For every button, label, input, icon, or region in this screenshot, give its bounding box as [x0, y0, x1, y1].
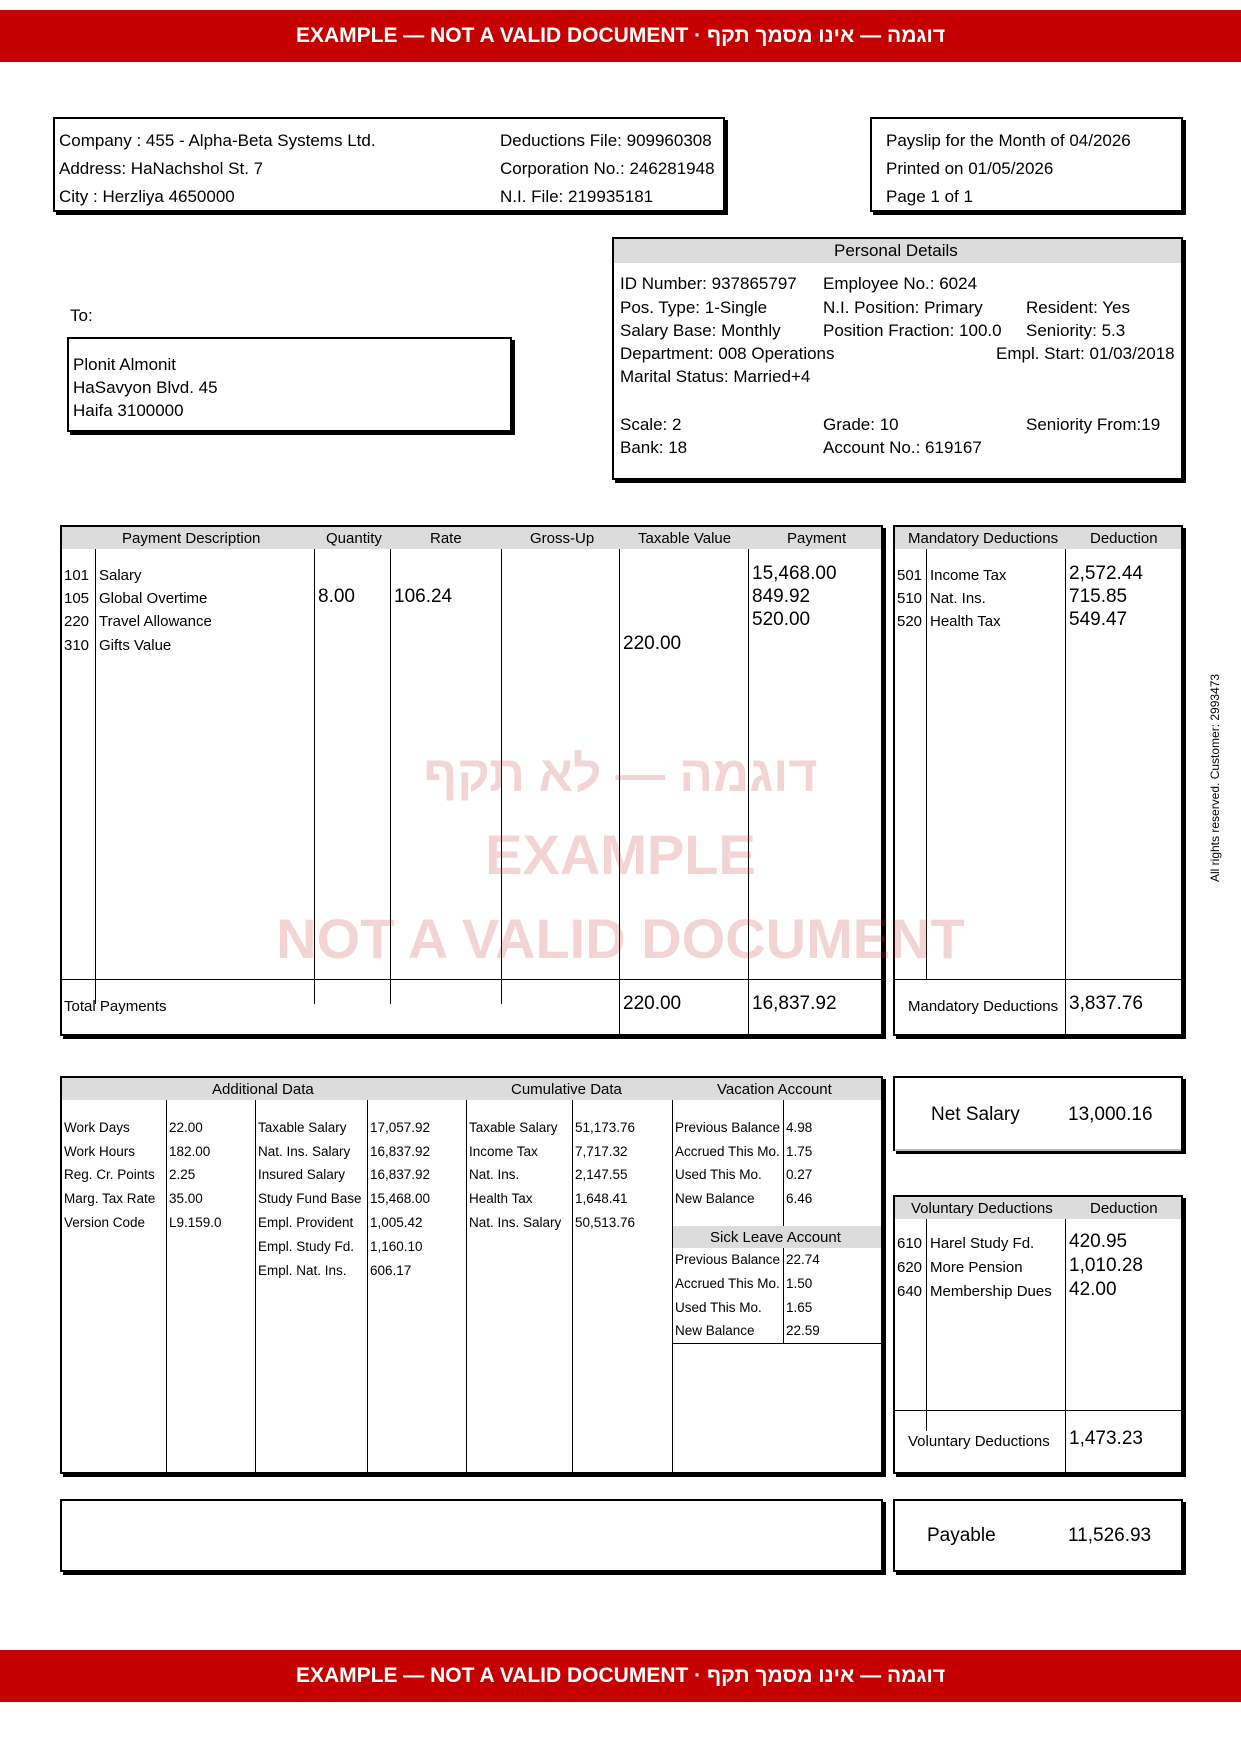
voluntary-row-desc: Membership Dues	[930, 1283, 1052, 1300]
voluntary-row-desc: Harel Study Fd.	[930, 1235, 1035, 1252]
watermark-example: EXAMPLE	[485, 823, 756, 886]
sick-label: New Balance	[675, 1323, 755, 1338]
cum-value: 51,173.76	[575, 1120, 636, 1135]
personal-details-title: Personal Details	[834, 241, 958, 260]
to-label: To:	[70, 306, 93, 325]
position-fraction: Position Fraction: 100.0	[823, 321, 1002, 340]
mandatory-row-desc: Health Tax	[930, 613, 1001, 630]
corporation-no: Corporation No.: 246281948	[500, 159, 715, 178]
net-salary-value: 13,000.16	[1068, 1104, 1153, 1125]
payment-row-code: 310	[64, 637, 90, 654]
voluntary-col-amount: Deduction	[1090, 1200, 1158, 1217]
department: Department: 008 Operations	[620, 344, 835, 363]
cumulative-data-title: Cumulative Data	[511, 1081, 622, 1098]
sick-label: Used This Mo.	[675, 1300, 762, 1315]
company-name: Company : 455 - Alpha-Beta Systems Ltd.	[59, 131, 376, 150]
add-value: 1,005.42	[370, 1215, 423, 1230]
recipient-name: Plonit Almonit	[73, 355, 176, 374]
mandatory-row-desc: Nat. Ins.	[930, 590, 986, 607]
payment-row-desc: Gifts Value	[99, 637, 172, 654]
add-value: 1,160.10	[370, 1239, 423, 1254]
seniority-from: Seniority From:19	[1026, 415, 1161, 434]
total-payments-label: Total Payments	[64, 998, 167, 1015]
payment-row-payment: 849.92	[752, 586, 811, 607]
vac-value: 0.27	[786, 1167, 813, 1182]
sick-label: Previous Balance	[675, 1252, 781, 1267]
total-taxable: 220.00	[623, 993, 682, 1014]
add-value: 35.00	[169, 1191, 203, 1206]
mandatory-row-code: 520	[897, 613, 923, 630]
payment-row-code: 101	[64, 567, 90, 584]
cum-label: Taxable Salary	[469, 1120, 558, 1135]
add-value: 17,057.92	[370, 1120, 431, 1135]
cum-label: Income Tax	[469, 1144, 538, 1159]
mandatory-row-code: 501	[897, 567, 923, 584]
vacation-account-title: Vacation Account	[717, 1081, 832, 1098]
payments-table	[60, 525, 883, 1036]
payment-row-desc: Travel Allowance	[99, 613, 212, 630]
pos-type: Pos. Type: 1-Single	[620, 298, 768, 317]
recipient-city: Haifa 3100000	[73, 401, 184, 420]
cum-value: 2,147.55	[575, 1167, 628, 1182]
col-rate: Rate	[430, 530, 462, 547]
cum-value: 50,513.76	[575, 1215, 636, 1230]
mandatory-row-amount: 2,572.44	[1069, 563, 1143, 584]
id-number: ID Number: 937865797	[620, 274, 797, 293]
payment-row-taxable: 220.00	[623, 633, 682, 654]
mandatory-deductions-table	[893, 525, 1183, 1036]
add-label: Version Code	[64, 1215, 146, 1230]
empl-start: Empl. Start: 01/03/2018	[996, 344, 1175, 363]
add-label: Taxable Salary	[258, 1120, 347, 1135]
voluntary-row-code: 610	[897, 1235, 923, 1252]
personal-details-box	[612, 237, 1183, 480]
scale: Scale: 2	[620, 415, 682, 434]
payment-row-qty: 8.00	[318, 586, 355, 607]
watermark-hebrew: דוגמה — לא תקף	[423, 746, 818, 802]
top-banner: EXAMPLE — NOT A VALID DOCUMENT · דוגמה — אינו מסמך תקף	[0, 10, 1241, 62]
vac-label: Used This Mo.	[675, 1167, 762, 1182]
payment-row-payment: 520.00	[752, 609, 811, 630]
add-label: Work Days	[64, 1120, 130, 1135]
add-value: 2.25	[169, 1167, 196, 1182]
mandatory-total-label: Mandatory Deductions	[908, 998, 1059, 1015]
add-label: Empl. Provident	[258, 1215, 354, 1230]
net-salary-box	[893, 1076, 1183, 1151]
voluntary-row-amount: 420.95	[1069, 1231, 1128, 1252]
payment-row-code: 105	[64, 590, 90, 607]
bottom-banner: EXAMPLE — NOT A VALID DOCUMENT · דוגמה — אינו מסמך תקף	[0, 1650, 1241, 1702]
payable-value: 11,526.93	[1068, 1525, 1152, 1546]
notes-box	[60, 1499, 883, 1572]
additional-data-table	[60, 1076, 883, 1474]
recipient-box	[67, 337, 512, 432]
add-value: 22.00	[169, 1120, 203, 1135]
net-salary-label: Net Salary	[931, 1104, 1020, 1125]
add-label: Empl. Nat. Ins.	[258, 1263, 347, 1278]
mandatory-row-code: 510	[897, 590, 923, 607]
mandatory-row-desc: Income Tax	[930, 567, 1007, 584]
add-value: 606.17	[370, 1263, 412, 1278]
mandatory-row-amount: 549.47	[1069, 609, 1128, 630]
vac-value: 1.75	[786, 1144, 813, 1159]
cum-value: 1,648.41	[575, 1191, 628, 1206]
company-city: City : Herzliya 4650000	[59, 187, 235, 206]
voluntary-row-code: 620	[897, 1259, 923, 1276]
resident: Resident: Yes	[1026, 298, 1130, 317]
add-label: Empl. Study Fd.	[258, 1239, 355, 1254]
payable-box	[893, 1499, 1183, 1572]
mandatory-total: 3,837.76	[1069, 993, 1143, 1014]
voluntary-row-desc: More Pension	[930, 1259, 1023, 1276]
voluntary-total-label: Voluntary Deductions	[908, 1433, 1050, 1450]
company-address: Address: HaNachshol St. 7	[59, 159, 264, 178]
cum-label: Nat. Ins.	[469, 1167, 520, 1182]
payable-label: Payable	[927, 1525, 996, 1546]
vac-value: 6.46	[786, 1191, 813, 1206]
mandatory-col-amount: Deduction	[1090, 530, 1158, 547]
add-value: 16,837.92	[370, 1144, 431, 1159]
page-number: Page 1 of 1	[886, 187, 973, 206]
voluntary-row-amount: 42.00	[1069, 1279, 1117, 1300]
voluntary-total: 1,473.23	[1069, 1428, 1143, 1449]
add-value: 182.00	[169, 1144, 211, 1159]
voluntary-row-code: 640	[897, 1283, 923, 1300]
add-value: 16,837.92	[370, 1167, 431, 1182]
add-label: Reg. Cr. Points	[64, 1167, 155, 1182]
salary-base: Salary Base: Monthly	[620, 321, 781, 340]
col-payment: Payment	[787, 530, 847, 547]
payment-row-code: 220	[64, 613, 90, 630]
employee-no: Employee No.: 6024	[823, 274, 978, 293]
marital-status: Marital Status: Married+4	[620, 367, 811, 386]
account-no: Account No.: 619167	[823, 438, 982, 457]
sick-value: 22.74	[786, 1252, 820, 1267]
payment-row-desc: Salary	[99, 567, 142, 584]
add-value: L9.159.0	[169, 1215, 222, 1230]
sick-value: 1.65	[786, 1300, 813, 1315]
deductions-file: Deductions File: 909960308	[500, 131, 712, 150]
cum-label: Health Tax	[469, 1191, 533, 1206]
voluntary-row-amount: 1,010.28	[1069, 1255, 1143, 1276]
add-label: Nat. Ins. Salary	[258, 1144, 351, 1159]
add-label: Work Hours	[64, 1144, 136, 1159]
cum-label: Nat. Ins. Salary	[469, 1215, 562, 1230]
vac-label: Accrued This Mo.	[675, 1144, 780, 1159]
col-taxable-value: Taxable Value	[638, 530, 732, 547]
cum-value: 7,717.32	[575, 1144, 628, 1159]
vac-label: Previous Balance	[675, 1120, 781, 1135]
grade: Grade: 10	[823, 415, 899, 434]
sick-value: 22.59	[786, 1323, 820, 1338]
sick-label: Accrued This Mo.	[675, 1276, 780, 1291]
voluntary-deductions-table	[893, 1195, 1183, 1474]
bank: Bank: 18	[620, 438, 688, 457]
total-payment: 16,837.92	[752, 993, 837, 1014]
sick-value: 1.50	[786, 1276, 813, 1291]
voluntary-col-desc: Voluntary Deductions	[911, 1200, 1053, 1217]
payment-row-rate: 106.24	[394, 586, 453, 607]
additional-data-title: Additional Data	[212, 1081, 314, 1098]
col-payment-description: Payment Description	[122, 530, 261, 547]
company-box	[53, 117, 725, 212]
recipient-street: HaSavyon Blvd. 45	[73, 378, 218, 397]
col-quantity: Quantity	[326, 530, 382, 547]
payment-row-desc: Global Overtime	[99, 590, 208, 607]
mandatory-col-desc: Mandatory Deductions	[908, 530, 1059, 547]
add-label: Marg. Tax Rate	[64, 1191, 156, 1206]
watermark-not-valid: NOT A VALID DOCUMENT	[276, 907, 965, 970]
add-label: Study Fund Base	[258, 1191, 362, 1206]
vac-value: 4.98	[786, 1120, 813, 1135]
ni-file: N.I. File: 219935181	[500, 187, 654, 206]
ni-position: N.I. Position: Primary	[823, 298, 983, 317]
mandatory-row-amount: 715.85	[1069, 586, 1128, 607]
payment-row-payment: 15,468.00	[752, 563, 837, 584]
sick-leave-title: Sick Leave Account	[710, 1229, 841, 1246]
col-gross-up: Gross-Up	[530, 530, 595, 547]
vac-label: New Balance	[675, 1191, 755, 1206]
payslip-info-box	[870, 117, 1183, 212]
add-label: Insured Salary	[258, 1167, 346, 1182]
printed-date: Printed on 01/05/2026	[886, 159, 1054, 178]
payslip-month: Payslip for the Month of 04/2026	[886, 131, 1131, 150]
seniority: Seniority: 5.3	[1026, 321, 1126, 340]
copyright-side-note: All rights reserved. Customer: 2993473	[1208, 673, 1222, 882]
add-value: 15,468.00	[370, 1191, 431, 1206]
